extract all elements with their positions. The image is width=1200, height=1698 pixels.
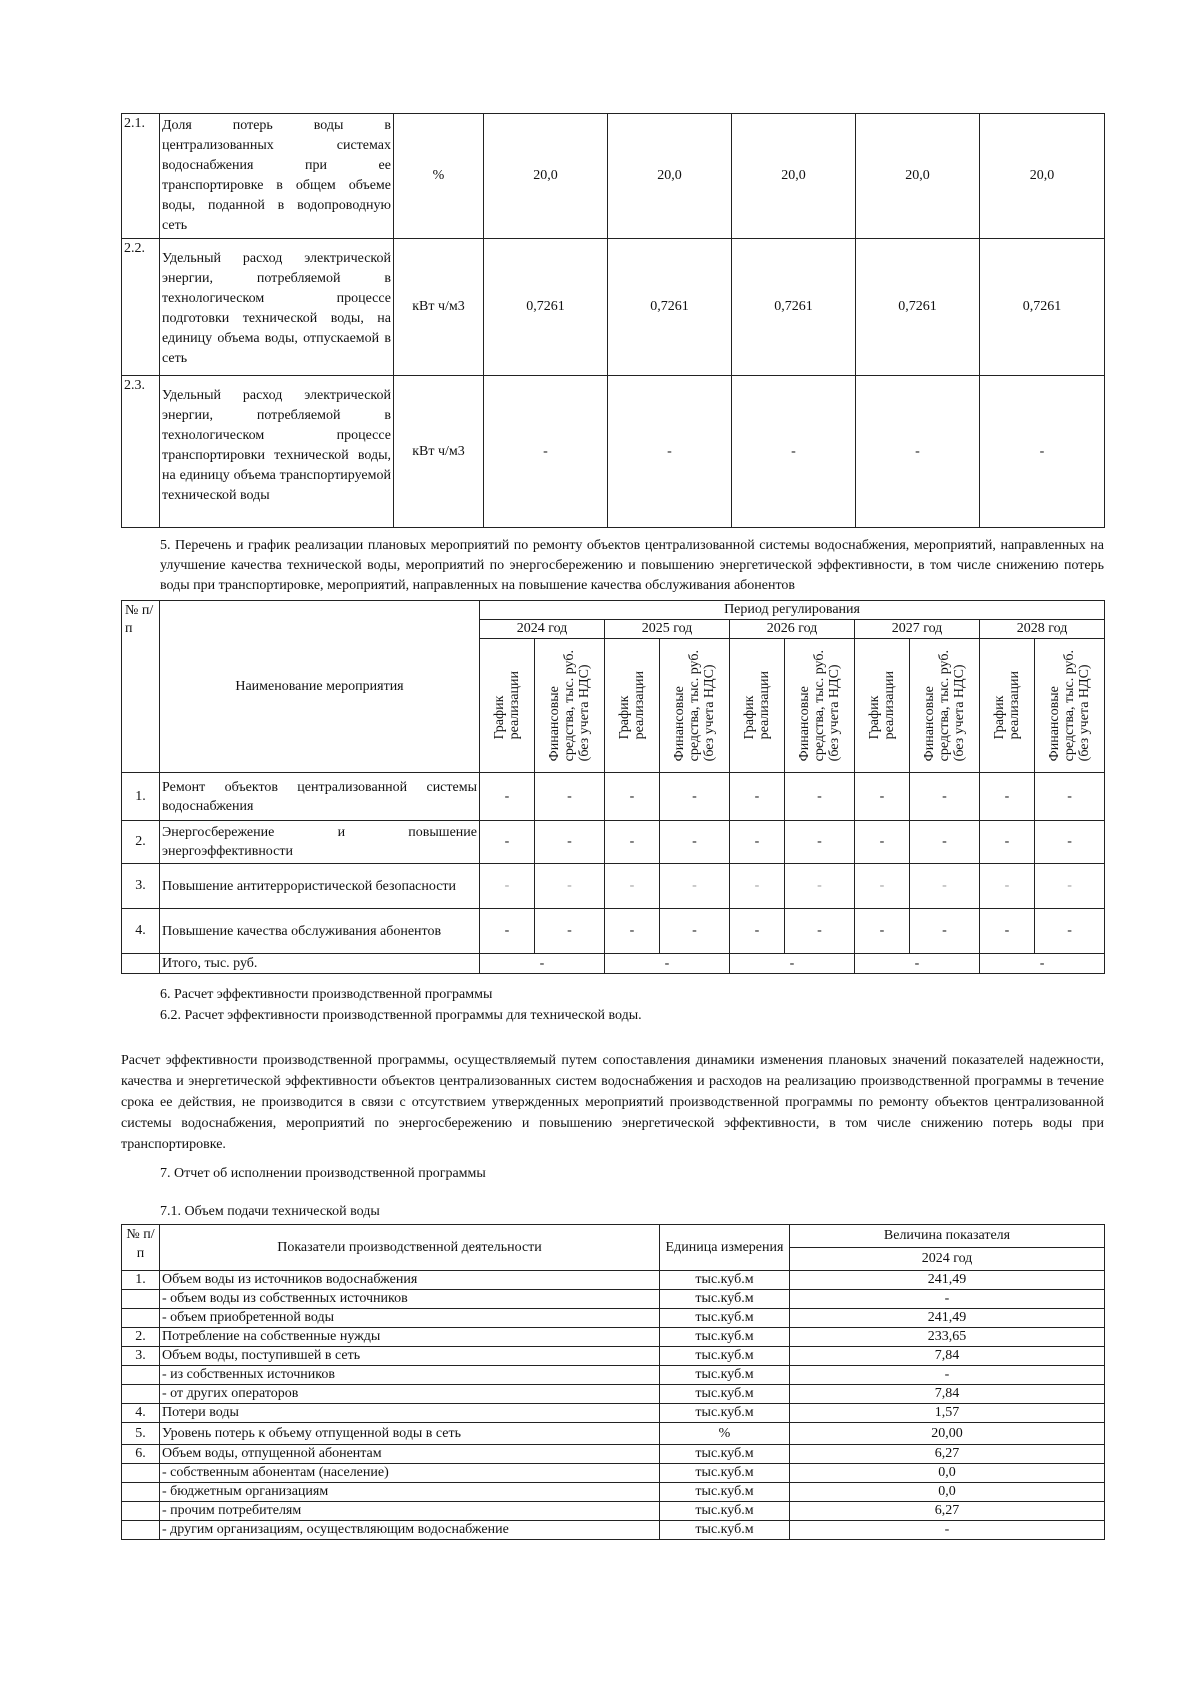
row-number — [122, 1309, 160, 1328]
value: 241,49 — [790, 1271, 1105, 1290]
schedule-header: График реализации — [617, 671, 647, 740]
table-row — [122, 1290, 1105, 1309]
value-2027: - — [856, 376, 980, 528]
unit: тыс.куб.м — [660, 1328, 790, 1347]
value: 233,65 — [790, 1328, 1105, 1347]
value-2024: 0,7261 — [484, 239, 608, 376]
value-2024: - — [484, 376, 608, 528]
cell: - — [910, 909, 980, 954]
measure-name: Энергосбережение и повышение энергоэффективности — [160, 821, 480, 864]
cell: - — [535, 821, 605, 864]
cell: - — [980, 773, 1035, 821]
indicator-name: - собственным абонентам (население) — [160, 1464, 660, 1483]
indicator-name: - из собственных источников — [160, 1366, 660, 1385]
total-label: Итого, тыс. руб. — [160, 954, 480, 974]
unit: тыс.куб.м — [660, 1404, 790, 1423]
table-row — [122, 1445, 1105, 1464]
indicator-name: - объем приобретенной воды — [160, 1309, 660, 1328]
value-2026: - — [732, 376, 856, 528]
cell: - — [535, 909, 605, 954]
value: 20,00 — [790, 1423, 1105, 1445]
unit: тыс.куб.м — [660, 1309, 790, 1328]
value: - — [790, 1366, 1105, 1385]
total-2027: - — [855, 954, 980, 974]
table-row — [122, 1464, 1105, 1483]
unit-header: Единица измерения — [660, 1225, 790, 1271]
cell: - — [605, 821, 660, 864]
row-number — [122, 1366, 160, 1385]
unit: тыс.куб.м — [660, 1464, 790, 1483]
row-number: 2.3. — [122, 376, 160, 528]
section-7-title: 7. Отчет об исполнении производственной программы — [160, 1166, 486, 1181]
num-header: № п/п — [122, 1225, 160, 1271]
cell: - — [660, 773, 730, 821]
row-number — [122, 1483, 160, 1502]
section-6-title: 6. Расчет эффективности производственной программы — [160, 987, 493, 1002]
table-row — [122, 1423, 1105, 1445]
indicator-name: Объем воды, отпущенной абонентам — [160, 1445, 660, 1464]
row-number: 4. — [122, 1404, 160, 1423]
finance-header: Финансовые средства, тыс. руб. (без учета НДС) — [1047, 649, 1093, 762]
cell: - — [910, 864, 980, 909]
unit: тыс.куб.м — [660, 1385, 790, 1404]
schedule-header: График реализации — [992, 671, 1022, 740]
cell: - — [535, 864, 605, 909]
unit: % — [660, 1423, 790, 1445]
row-number: 4. — [122, 909, 160, 954]
cell: - — [730, 821, 785, 864]
table-row — [122, 114, 1105, 239]
indicator-name: Потребление на собственные нужды — [160, 1328, 660, 1347]
value: 7,84 — [790, 1385, 1105, 1404]
unit: тыс.куб.м — [660, 1445, 790, 1464]
table-row — [122, 1366, 1105, 1385]
row-number: 2. — [122, 1328, 160, 1347]
cell: - — [480, 821, 535, 864]
cell: - — [785, 864, 855, 909]
cell: - — [785, 909, 855, 954]
cell: - — [855, 821, 910, 864]
unit: тыс.куб.м — [660, 1271, 790, 1290]
unit: тыс.куб.м — [660, 1290, 790, 1309]
year-header-2024: 2024 год — [480, 620, 605, 639]
section-6-paragraph: Расчет эффективности производственной программы, осуществляемый путем сопоставления динамики изменения плановых значений показателей надежности, качества и энергетической эффективности объектов централизованных систем водоснабжения и расходов на реализацию производственной программы в течение срока ее действия, не производится в связи с отсутствием утвержденных мероприятий производственной программы по ремонту объектов централизованной системы водоснабжения, мероприятий по энергосбережению и повышению энергетической эффективности, в том числе снижению потерь воды при транспортировке. — [121, 1053, 1104, 1152]
unit: тыс.куб.м — [660, 1502, 790, 1521]
row-number: 3. — [122, 864, 160, 909]
indicator-name: - от других операторов — [160, 1385, 660, 1404]
table-row — [122, 1271, 1105, 1290]
cell: - — [855, 773, 910, 821]
value-2025: 20,0 — [608, 114, 732, 239]
value-2025: 0,7261 — [608, 239, 732, 376]
value-2028: - — [980, 376, 1105, 528]
cell: - — [1035, 821, 1105, 864]
total-2024: - — [480, 954, 605, 974]
cell: - — [980, 909, 1035, 954]
cell: - — [1035, 773, 1105, 821]
year-header-2028: 2028 год — [980, 620, 1105, 639]
cell: - — [660, 821, 730, 864]
measure-name: Повышение антитеррористической безопасности — [160, 864, 480, 909]
value: - — [790, 1521, 1105, 1540]
section-6-subtitle: 6.2. Расчет эффективности производственной программы для технической воды. — [160, 1008, 642, 1023]
year-header-2027: 2027 год — [855, 620, 980, 639]
cell: - — [660, 864, 730, 909]
indicator-name: Объем воды из источников водоснабжения — [160, 1271, 660, 1290]
row-number: 2. — [122, 821, 160, 864]
indicator-name: Объем воды, поступившей в сеть — [160, 1347, 660, 1366]
indicator-name: Доля потерь воды в централизованных системах водоснабжения при ее транспортировке в общем объеме воды, поданной в водопроводную сеть — [160, 114, 394, 239]
table-row — [122, 1328, 1105, 1347]
unit: кВт ч/м3 — [394, 239, 484, 376]
schedule-header: График реализации — [867, 671, 897, 740]
water-volume-table — [121, 1224, 1105, 1540]
cell: - — [730, 773, 785, 821]
value-2027: 20,0 — [856, 114, 980, 239]
schedule-header: График реализации — [742, 671, 772, 740]
table-row — [122, 376, 1105, 528]
unit: тыс.куб.м — [660, 1347, 790, 1366]
table-row — [122, 1309, 1105, 1328]
indicator-name: - бюджетным организациям — [160, 1483, 660, 1502]
table-row — [122, 239, 1105, 376]
unit: кВт ч/м3 — [394, 376, 484, 528]
cell: - — [910, 821, 980, 864]
table-row — [122, 821, 1105, 864]
cell: - — [605, 909, 660, 954]
indicator-name: Уровень потерь к объему отпущенной воды в сеть — [160, 1423, 660, 1445]
row-number: 1. — [122, 773, 160, 821]
measure-name: Ремонт объектов централизованной системы водоснабжения — [160, 773, 480, 821]
row-number: 2.1. — [122, 114, 160, 239]
finance-header: Финансовые средства, тыс. руб. (без учета НДС) — [922, 649, 967, 762]
value-header: Величина показателя — [790, 1225, 1105, 1248]
cell: - — [660, 909, 730, 954]
cell: - — [480, 773, 535, 821]
unit: тыс.куб.м — [660, 1521, 790, 1540]
table-row — [122, 1385, 1105, 1404]
row-number: 3. — [122, 1347, 160, 1366]
indicator-name: Удельный расход электрической энергии, потребляемой в технологическом процессе транспортировки технической воды, на единицу объема транспортируемой технической воды — [160, 376, 394, 528]
cell: - — [535, 773, 605, 821]
indicator-name: - другим организациям, осуществляющим водоснабжение — [160, 1521, 660, 1540]
table-row — [122, 773, 1105, 821]
finance-header: Финансовые средства, тыс. руб. (без учета НДС) — [797, 649, 842, 762]
schedule-header: График реализации — [492, 671, 522, 740]
value-2028: 0,7261 — [980, 239, 1105, 376]
indicators-table — [121, 113, 1105, 528]
unit: тыс.куб.м — [660, 1483, 790, 1502]
num-header: № п/п — [122, 601, 160, 773]
cell: - — [980, 864, 1035, 909]
table-row — [122, 864, 1105, 909]
value: 6,27 — [790, 1445, 1105, 1464]
value-2026: 0,7261 — [732, 239, 856, 376]
table-row — [122, 909, 1105, 954]
year-header: 2024 год — [790, 1248, 1105, 1271]
year-header-2026: 2026 год — [730, 620, 855, 639]
total-row — [122, 954, 1105, 974]
row-number: 1. — [122, 1271, 160, 1290]
value-2024: 20,0 — [484, 114, 608, 239]
cell: - — [730, 864, 785, 909]
row-number — [122, 1290, 160, 1309]
table-row — [122, 1483, 1105, 1502]
cell: - — [730, 909, 785, 954]
cell: - — [1035, 864, 1105, 909]
indicator-name: Удельный расход электрической энергии, потребляемой в технологическом процессе подготовки технической воды, на единицу объема воды, отпускаемой в сеть — [160, 239, 394, 376]
cell: - — [785, 821, 855, 864]
cell: - — [605, 773, 660, 821]
value: 0,0 — [790, 1483, 1105, 1502]
unit: тыс.куб.м — [660, 1366, 790, 1385]
value-2025: - — [608, 376, 732, 528]
value: 7,84 — [790, 1347, 1105, 1366]
table-row — [122, 1404, 1105, 1423]
table-row — [122, 1521, 1105, 1540]
total-2028: - — [980, 954, 1105, 974]
cell: - — [480, 909, 535, 954]
cell: - — [855, 864, 910, 909]
value-2028: 20,0 — [980, 114, 1105, 239]
table-row — [122, 1502, 1105, 1521]
value: - — [790, 1290, 1105, 1309]
cell: - — [980, 821, 1035, 864]
measure-name: Повышение качества обслуживания абонентов — [160, 909, 480, 954]
value: 241,49 — [790, 1309, 1105, 1328]
cell: - — [480, 864, 535, 909]
section-5-title: 5. Перечень и график реализации плановых мероприятий по ремонту объектов централизованной системы водоснабжения, мероприятий, направленных на улучшение качества технической воды, мероприятий по энергосбережению и повышению энергетической эффективности, в том числе снижению потерь воды при транспортировке, мероприятий, направленных на повышение качества обслуживания абонентов — [160, 538, 1104, 593]
row-number: 2.2. — [122, 239, 160, 376]
row-number — [122, 1385, 160, 1404]
cell: - — [910, 773, 980, 821]
cell: - — [605, 864, 660, 909]
row-number — [122, 1464, 160, 1483]
period-header: Период регулирования — [480, 601, 1105, 620]
section-7-subtitle: 7.1. Объем подачи технической воды — [160, 1204, 380, 1219]
indicator-name: - прочим потребителям — [160, 1502, 660, 1521]
value-2027: 0,7261 — [856, 239, 980, 376]
value: 1,57 — [790, 1404, 1105, 1423]
value: 6,27 — [790, 1502, 1105, 1521]
total-2026: - — [730, 954, 855, 974]
row-number: 6. — [122, 1445, 160, 1464]
name-header: Наименование мероприятия — [160, 601, 480, 773]
finance-header: Финансовые средства, тыс. руб. (без учета НДС) — [547, 649, 592, 762]
cell: - — [1035, 909, 1105, 954]
total-2025: - — [605, 954, 730, 974]
indicator-header: Показатели производственной деятельности — [160, 1225, 660, 1271]
row-number — [122, 1521, 160, 1540]
row-number — [122, 1502, 160, 1521]
cell: - — [785, 773, 855, 821]
row-number: 5. — [122, 1423, 160, 1445]
unit: % — [394, 114, 484, 239]
cell: - — [855, 909, 910, 954]
indicator-name: - объем воды из собственных источников — [160, 1290, 660, 1309]
value-2026: 20,0 — [732, 114, 856, 239]
indicator-name: Потери воды — [160, 1404, 660, 1423]
finance-header: Финансовые средства, тыс. руб. (без учета НДС) — [672, 649, 717, 762]
measures-table — [121, 600, 1105, 974]
table-row — [122, 1347, 1105, 1366]
year-header-2025: 2025 год — [605, 620, 730, 639]
value: 0,0 — [790, 1464, 1105, 1483]
